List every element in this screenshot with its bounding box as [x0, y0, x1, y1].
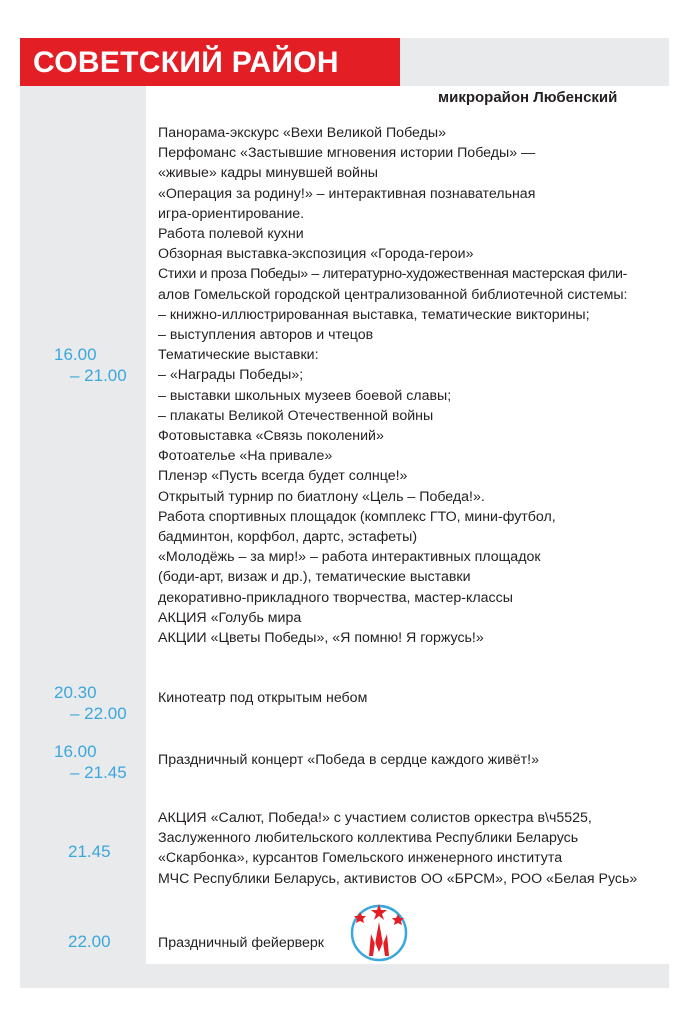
- time-start: 22.00: [68, 932, 111, 951]
- fireworks-icon: [349, 900, 409, 964]
- time-start: 16.00: [54, 742, 97, 761]
- event-line: Открытый турнир по биатлону «Цель – Победа!».: [158, 488, 485, 505]
- time-start: 20.30: [54, 683, 97, 702]
- event-line: Пленэр «Пусть всегда будет солнце!»: [158, 468, 408, 485]
- event-line: – книжно-иллюстрированная выставка, тематические викторины;: [158, 306, 590, 323]
- event-line: Работа полевой кухни: [158, 226, 304, 243]
- event-line: Заслуженного любительского коллектива Республики Беларусь: [158, 830, 579, 847]
- event-line: Тематические выставки:: [158, 347, 319, 364]
- event-line: «Скарбонка», курсантов Гомельского инженерного института: [158, 850, 563, 867]
- event-line: АКЦИЯ «Голубь мира: [158, 609, 302, 626]
- event-line: Фотовыставка «Связь поколений»: [158, 428, 384, 445]
- event-line: АКЦИИ «Цветы Победы», «Я помню! Я горжусь!»: [158, 630, 484, 647]
- event-list: [158, 123, 663, 648]
- event-line: АКЦИЯ «Салют, Победа!» с участием солистов оркестра в\ч5525,: [158, 810, 592, 826]
- time-end: – 22.00: [70, 704, 127, 723]
- time-start: 21.45: [68, 842, 111, 861]
- event-line: – плакаты Великой Отечественной войны: [158, 407, 434, 424]
- event-line: игра-ориентирование.: [158, 205, 305, 222]
- event-line: бадминтон, корфбол, дартс, эстафеты): [158, 529, 418, 546]
- event-fireworks: Праздничный фейерверк: [158, 935, 324, 951]
- microdistrict-title: микрорайон Любенский: [438, 89, 618, 106]
- event-concert: Праздничный концерт «Победа в сердце каждого живёт!»: [158, 752, 539, 768]
- event-line: «Молодёжь – за мир!» – работа интерактивных площадок: [158, 549, 541, 566]
- event-line: Перфоманс «Застывшие мгновения истории Победы» —: [158, 145, 536, 162]
- event-line: (боди-арт, визаж и др.), тематические выставки: [158, 569, 471, 586]
- district-title: СОВЕТСКИЙ РАЙОН: [33, 46, 339, 79]
- event-cinema: Кинотеатр под открытым небом: [158, 690, 368, 706]
- event-line: Работа спортивных площадок (комплекс ГТО, мини-футбол,: [158, 508, 556, 525]
- event-salute: [158, 808, 637, 889]
- event-line: Фотоателье «На привале»: [158, 448, 333, 465]
- time-end: – 21.45: [70, 763, 127, 782]
- event-line: «живые» кадры минувшей войны: [158, 165, 378, 182]
- event-line: – выставки школьных музеев боевой славы;: [158, 387, 452, 404]
- time-end: – 21.00: [70, 366, 127, 385]
- event-line: – выступления авторов и чтецов: [158, 327, 374, 344]
- event-line: декоративно-прикладного творчества, мастер-классы: [158, 589, 513, 606]
- event-line: – «Награды Победы»;: [158, 367, 304, 384]
- event-line: Обзорная выставка-экспозиция «Города-герои»: [158, 246, 474, 263]
- event-line: «Операция за родину!» – интерактивная познавательная: [158, 185, 536, 202]
- event-line: МЧС Республики Беларусь, активистов ОО «БРСМ», РОО «Белая Русь»: [158, 870, 638, 887]
- event-line: алов Гомельской городской централизованной библиотечной системы:: [158, 286, 628, 303]
- time-start: 16.00: [54, 345, 97, 364]
- event-line: Панорама-экскурс «Вехи Великой Победы»: [158, 125, 446, 141]
- event-line: Стихи и проза Победы» – литературно-художественная мастерская фили-: [158, 266, 627, 283]
